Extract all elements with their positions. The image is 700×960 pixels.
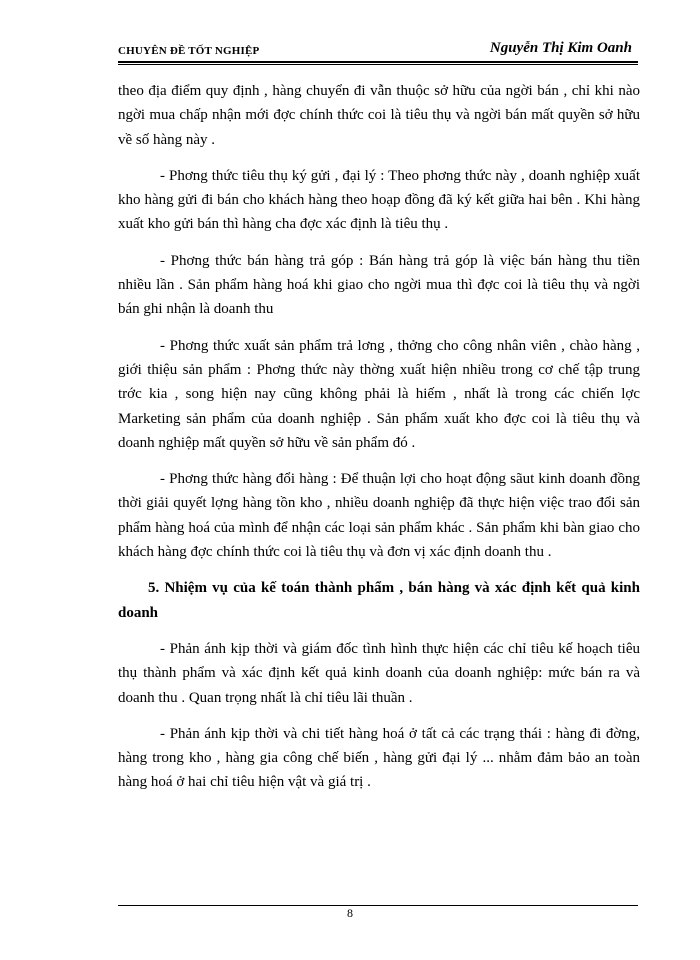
paragraph-installment: - Phơng thức bán hàng trả góp : Bán hàng trả góp là việc bán hàng thu tiền nhiều lần . Sản phẩm hàng hoá khi giao cho ngời mua thì đợc coi là tiêu thụ và ngời bán ghi nhận là doanh thu xyxy=(118,252,640,318)
paragraph-consignment: - Phơng thức tiêu thụ ký gửi , đại lý : Theo phơng thức này , doanh nghiệp xuất kho hàng gửi đi bán cho khách hàng theo hoạp đồng đã ký kết giữa hai bên . Khi hàng xuất kho gửi bán thì hàng cha đợc xác định là tiêu thụ . xyxy=(118,167,640,233)
paragraph-task-1: - Phản ánh kịp thời và giám đốc tình hình thực hiện các chỉ tiêu kế hoạch tiêu thụ thành phẩm và xác định kết quả kinh doanh của doanh nghiệp: mức bán ra và doanh thu . Quan trọng nhất là chỉ tiêu lãi thuần . xyxy=(118,640,640,706)
paragraph-continuation: theo địa điểm quy định , hàng chuyển đi vẫn thuộc sở hữu của ngời bán , chỉ khi nào ngời mua chấp nhận mới đợc chính thức coi là tiêu thụ và ngời bán mất quyền sở hữu về số hàng này . xyxy=(118,83,640,148)
header-title: CHUYÊN ĐỀ TỐT NGHIỆP xyxy=(118,45,260,57)
header-rule-thick xyxy=(118,61,638,63)
header-author: Nguyễn Thị Kim Oanh xyxy=(489,40,632,56)
header-rule-thin xyxy=(118,64,638,65)
paragraph-task-2: - Phản ánh kịp thời và chi tiết hàng hoá ở tất cả các trạng thái : hàng đi đờng, hàng trong kho , hàng gia công chế biến , hàng gửi đại lý ... nhằm đảm bảo an toàn hàng hoá ở hai chỉ tiêu hiện vật và giá trị . xyxy=(118,725,640,791)
paragraph-barter: - Phơng thức hàng đổi hàng : Để thuận lợi cho hoạt động sãut kinh doanh đồng thời giải quyết lợng hàng tồn kho , nhiều doanh nghiệp đã thực hiện việc trao đổi sản phẩm hàng hoá của mình để nhận các loại sản phẩm khác . Sản phẩm khi bàn giao cho khách hàng đợc chính thức coi là tiêu thụ và đơn vị xác định doanh thu . xyxy=(118,471,640,561)
page-number: 8 xyxy=(347,906,353,920)
page-header xyxy=(118,40,638,62)
section-heading: 5. Nhiệm vụ của kế toán thành phẩm , bán hàng và xác định kết quả kinh doanh xyxy=(118,580,640,621)
paragraph-salary-products: - Phơng thức xuất sản phẩm trả lơng , thởng cho công nhân viên , chào hàng , giới thiệu sản phẩm : Phơng thức này thờng xuất hiện nhiều trong cơ chế tập trung trớc kia , song hiện nay cũng không phải là hiếm , nhất là trong các chiến lợc Marketing sản phẩm của doanh nghiệp . Sản phẩm xuất kho đợc coi là tiêu thụ và doanh nghiệp mất quyền sở hữu về sản phẩm đó . xyxy=(118,337,640,451)
document-body xyxy=(118,79,640,807)
